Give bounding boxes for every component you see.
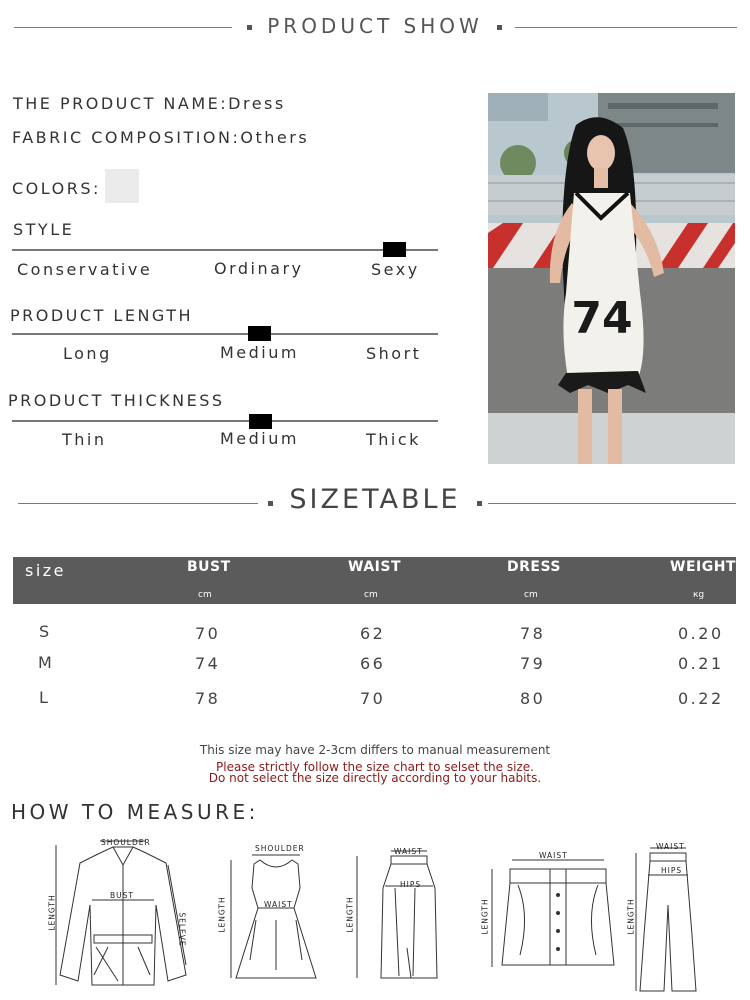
style-scale-line: [12, 249, 438, 251]
table-row-l-waist: 70: [360, 689, 386, 708]
table-row-s-dress: 78: [520, 624, 546, 643]
denim-skirt-waist-label: WAIST: [539, 851, 568, 860]
col-bust: BUST: [187, 559, 231, 575]
product-photo: [488, 93, 735, 464]
denim-skirt-measure-diagram: [490, 855, 615, 975]
skirt-waist-label: WAIST: [394, 847, 423, 856]
how-to-measure-title: HOW TO MEASURE:: [11, 800, 259, 824]
style-title: STYLE: [13, 220, 75, 239]
thickness-option-thin: Thin: [62, 430, 107, 449]
thickness-option-medium: Medium: [220, 429, 299, 448]
col-size: size: [25, 561, 67, 580]
table-row-l-bust: 78: [195, 689, 221, 708]
product-name-value: Dress: [228, 94, 286, 113]
fabric-row: [12, 128, 309, 147]
jacket-measure-diagram: [48, 835, 196, 995]
table-row-s-weight: 0.20: [678, 624, 724, 643]
sizetable-header: [0, 476, 750, 532]
product-show-header: [0, 0, 750, 56]
skirt-length-label: LENGTH: [345, 896, 355, 933]
length-option-medium: Medium: [220, 343, 299, 362]
col-weight-unit: кg: [693, 590, 705, 600]
length-scale-line: [12, 333, 438, 335]
pants-length-label: LENGTH: [626, 898, 636, 935]
dress-length-label: LENGTH: [217, 896, 227, 933]
note-measurement: This size may have 2-3cm differs to manual measurement: [199, 743, 551, 757]
model-photo-illustration: [488, 93, 735, 464]
col-bust-unit: cm: [198, 590, 212, 600]
thickness-title: PRODUCT THICKNESS: [8, 391, 225, 410]
pants-waist-label: WAIST: [656, 842, 685, 851]
product-name-label: THE PRODUCT NAME:: [13, 94, 229, 113]
thickness-scale-line: [12, 420, 438, 422]
style-option-sexy: Sexy: [371, 260, 420, 279]
table-row-m-dress: 79: [520, 654, 546, 673]
jacket-outline-icon: [48, 835, 196, 995]
style-scale-marker: [383, 242, 406, 257]
denim-skirt-outline-icon: [490, 855, 615, 975]
colors-label: COLORS:: [12, 179, 101, 198]
length-option-long: Long: [63, 344, 112, 363]
style-option-ordinary: Ordinary: [214, 259, 304, 278]
table-row-l-dress: 80: [520, 689, 546, 708]
jacket-shoulder-label: SHOULDER: [101, 838, 151, 847]
length-option-short: Short: [366, 344, 422, 363]
dress-shoulder-label: SHOULDER: [255, 844, 305, 853]
thickness-scale-marker: [249, 414, 272, 429]
table-row-m-size: M: [38, 653, 55, 672]
table-row-m-weight: 0.21: [678, 654, 724, 673]
table-row-s-bust: 70: [195, 624, 221, 643]
jersey-number: 74: [571, 293, 633, 344]
col-dress-unit: cm: [524, 590, 538, 600]
jacket-sleeve-label: SELEVE: [177, 912, 187, 947]
note-follow-chart: Please strictly follow the size chart to selset the size.: [216, 760, 534, 774]
pants-hips-label: HIPS: [661, 866, 683, 875]
length-scale-marker: [248, 326, 271, 341]
color-swatch[interactable]: [105, 169, 139, 203]
table-row-l-size: L: [39, 688, 51, 707]
col-waist-unit: cm: [364, 590, 378, 600]
fabric-value: Others: [240, 128, 310, 147]
jacket-length-label: LENGTH: [47, 894, 57, 931]
size-table-header: [13, 557, 736, 604]
dress-outline-icon: [226, 850, 326, 985]
col-dress: DRESS: [507, 559, 562, 575]
table-row-s-waist: 62: [360, 624, 386, 643]
dress-waist-label: WAIST: [264, 900, 293, 909]
denim-skirt-length-label: LENGTH: [480, 898, 490, 935]
length-title: PRODUCT LENGTH: [10, 306, 194, 325]
table-row-m-bust: 74: [195, 654, 221, 673]
skirt-outline-icon: [355, 848, 450, 983]
jacket-bust-label: BUST: [110, 891, 134, 900]
skirt-hips-label: HIPS: [400, 880, 422, 889]
table-row-s-size: S: [39, 622, 52, 641]
col-weight: WEIGHT: [670, 559, 736, 575]
col-waist: WAIST: [348, 559, 401, 575]
skirt-measure-diagram: [355, 848, 450, 983]
dress-measure-diagram: [226, 850, 326, 985]
sizetable-title: SIZETABLE: [289, 484, 461, 515]
product-name-row: [13, 94, 286, 113]
table-row-m-waist: 66: [360, 654, 386, 673]
table-row-l-weight: 0.22: [678, 689, 724, 708]
thickness-option-thick: Thick: [366, 430, 421, 449]
fabric-label: FABRIC COMPOSITION:: [12, 128, 241, 147]
note-habits: Do not select the size directly according to your habits.: [208, 771, 542, 785]
style-option-conservative: Conservative: [17, 260, 153, 279]
product-show-title: PRODUCT SHOW: [267, 14, 483, 38]
